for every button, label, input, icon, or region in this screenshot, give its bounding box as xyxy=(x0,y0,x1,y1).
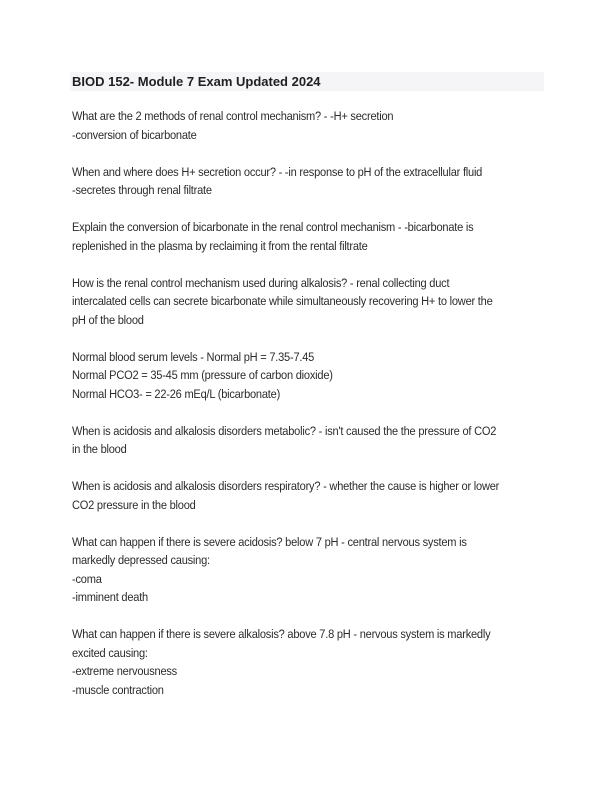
qa-entry xyxy=(72,477,544,514)
document-content xyxy=(72,107,544,718)
qa-entry xyxy=(72,348,544,404)
qa-entry xyxy=(72,107,544,144)
qa-entry xyxy=(72,422,544,459)
text-line: When is acidosis and alkalosis disorders respiratory? - whether the cause is higher or lower xyxy=(72,479,500,493)
text-line: -extreme nervousness xyxy=(72,664,177,678)
text-line: -conversion of bicarbonate xyxy=(72,127,197,142)
text-line: pH of the blood xyxy=(72,312,144,327)
text-line: Normal blood serum levels - Normal pH = 7.35-7.45 xyxy=(72,349,315,364)
text-line: -muscle contraction xyxy=(72,682,164,697)
text-line: Normal HCO3- = 22-26 mEq/L (bicarbonate) xyxy=(72,386,281,401)
text-line: Normal PCO2 = 35-45 mm (pressure of carbon dioxide) xyxy=(72,368,333,382)
text-line: -secretes through renal filtrate xyxy=(72,183,212,197)
qa-entry xyxy=(72,625,544,699)
text-line: -imminent death xyxy=(72,590,148,604)
text-line: CO2 pressure in the blood xyxy=(72,497,196,512)
text-line: Explain the conversion of bicarbonate in the renal control mechanism - -bicarbonate is xyxy=(72,220,474,234)
text-line: What can happen if there is severe acidosis? below 7 pH - central nervous system is xyxy=(72,534,467,549)
qa-entry xyxy=(72,218,544,255)
text-line: When is acidosis and alkalosis disorders metabolic? - isn't caused the the pressure of CO2 xyxy=(72,423,497,438)
text-line: replenished in the plasma by reclaiming it from the rental filtrate xyxy=(72,238,368,253)
qa-entry xyxy=(72,274,544,330)
text-line: markedly depressed causing: xyxy=(72,553,210,567)
text-line: excited causing: xyxy=(72,645,148,660)
text-line: When and where does H+ secretion occur? - -in response to pH of the extracellular fluid xyxy=(72,164,483,179)
text-line: intercalated cells can secrete bicarbonate while simultaneously recovering H+ to lower the xyxy=(72,294,493,308)
text-line: How is the renal control mechanism used during alkalosis? - renal collecting duct xyxy=(72,275,450,290)
qa-entry xyxy=(72,533,544,607)
text-line: in the blood xyxy=(72,442,127,456)
document-title: BIOD 152- Module 7 Exam Updated 2024 xyxy=(70,72,544,91)
text-line: What can happen if there is severe alkalosis? above 7.8 pH - nervous system is markedly xyxy=(72,627,491,641)
text-line: -coma xyxy=(72,571,102,586)
text-line: What are the 2 methods of renal control mechanism? - -H+ secretion xyxy=(72,109,394,123)
qa-entry xyxy=(72,163,544,200)
